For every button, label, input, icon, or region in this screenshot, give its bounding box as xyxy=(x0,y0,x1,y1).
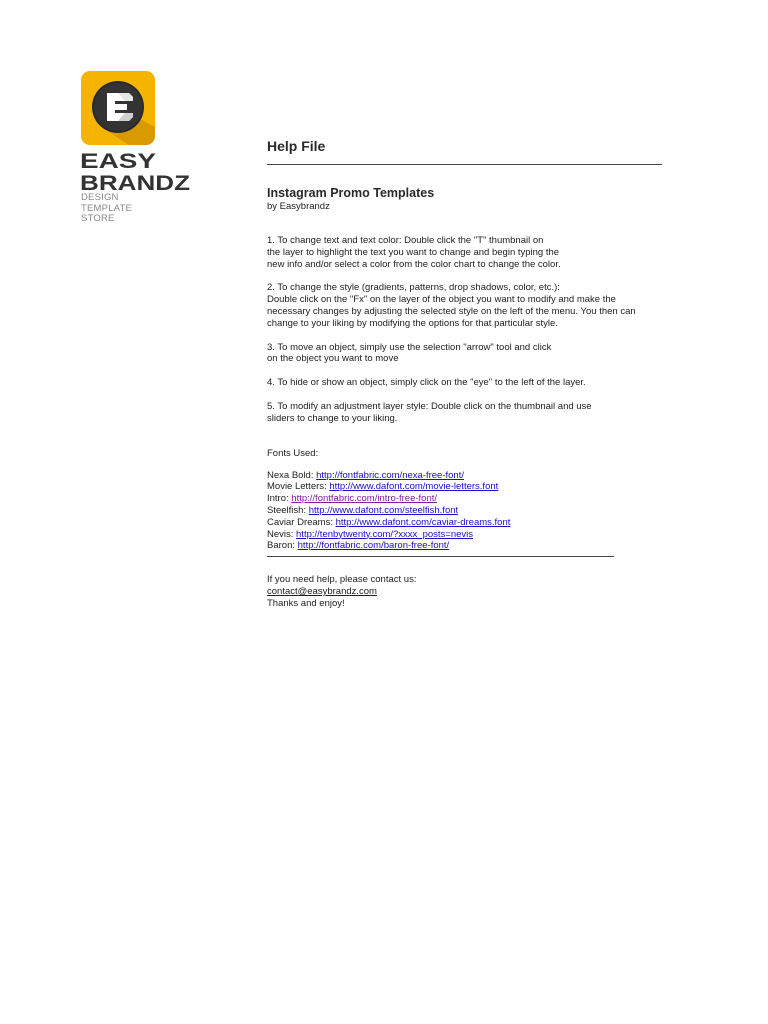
font-name: Steelfish: xyxy=(267,504,309,516)
title-divider xyxy=(267,164,662,165)
font-item-baron xyxy=(267,540,667,552)
help-content xyxy=(267,137,667,610)
font-name: Caviar Dreams: xyxy=(267,516,336,528)
font-name: Nevis: xyxy=(267,528,297,540)
font-name: Baron: xyxy=(267,540,298,552)
closing-text: Thanks and enjoy! xyxy=(267,597,345,609)
contact-email[interactable]: contact@easybrandz.com xyxy=(267,585,377,597)
font-list xyxy=(267,470,667,553)
logo-tagline xyxy=(81,193,132,225)
contact-prompt: If you need help, please contact us: xyxy=(267,574,417,586)
tagline-line: DESIGN xyxy=(81,192,119,203)
font-item-movie-letters xyxy=(267,481,667,493)
font-item-steelfish xyxy=(267,505,667,517)
font-link[interactable]: http://fontfabric.com/baron-free-font/ xyxy=(297,540,450,552)
easybrandz-e-logo-icon xyxy=(81,71,155,145)
instruction-paragraph: 4. To hide or show an object, simply click on the "eye" to the left of the layer. xyxy=(267,377,586,389)
font-item-caviar-dreams xyxy=(267,517,667,529)
instruction-paragraph: 5. To modify an adjustment layer style: Double click on the thumbnail and use sliders to change to your liking. xyxy=(267,400,592,424)
fonts-heading: Fonts Used: xyxy=(267,447,319,459)
page-title: Help File xyxy=(267,138,326,154)
logo-wordmark xyxy=(80,149,195,193)
wordmark-line-2: BRANDZ xyxy=(80,172,191,193)
font-item-nexa-bold xyxy=(267,470,667,482)
contact-block xyxy=(267,574,667,609)
font-link[interactable]: http://www.dafont.com/movie-letters.font xyxy=(329,481,499,493)
font-name: Nexa Bold: xyxy=(267,469,317,481)
font-link[interactable]: http://fontfabric.com/intro-free-font/ xyxy=(291,493,438,505)
tagline-line: STORE xyxy=(81,213,115,224)
font-name: Movie Letters: xyxy=(267,481,330,493)
byline: by Easybrandz xyxy=(267,201,330,212)
font-link[interactable]: http://fontfabric.com/nexa-free-font/ xyxy=(316,469,464,481)
font-item-nevis xyxy=(267,529,667,541)
instruction-paragraph: 3. To move an object, simply use the selection "arrow" tool and click on the object you want to move xyxy=(267,341,552,365)
font-link[interactable]: http://www.dafont.com/steelfish.font xyxy=(308,504,459,516)
instruction-paragraph: 1. To change text and text color: Double click the "T" thumbnail on the layer to highlight the text you want to change and begin typing the new info and/or select a color from the color chart to change the color. xyxy=(267,235,561,270)
instruction-paragraph: 2. To change the style (gradients, patterns, drop shadows, color, etc.): Double click on the "Fx" on the layer of the object you want to modify and make the necessary changes by adjusting the selected style on the left of the menu. You then can change to your liking by modifying the options for that particular style. xyxy=(267,282,636,329)
font-item-intro xyxy=(267,493,667,505)
document-title: Instagram Promo Templates xyxy=(267,186,435,200)
font-link[interactable]: http://tenbytwenty.com/?xxxx_posts=nevis xyxy=(296,528,474,540)
brand-logo xyxy=(80,70,195,230)
wordmark-line-1: EASY xyxy=(80,150,156,173)
font-name: Intro: xyxy=(267,493,292,505)
tagline-line: TEMPLATE xyxy=(81,202,133,214)
font-link[interactable]: http://www.dafont.com/caviar-dreams.font xyxy=(335,516,511,528)
fonts-divider xyxy=(267,556,614,557)
